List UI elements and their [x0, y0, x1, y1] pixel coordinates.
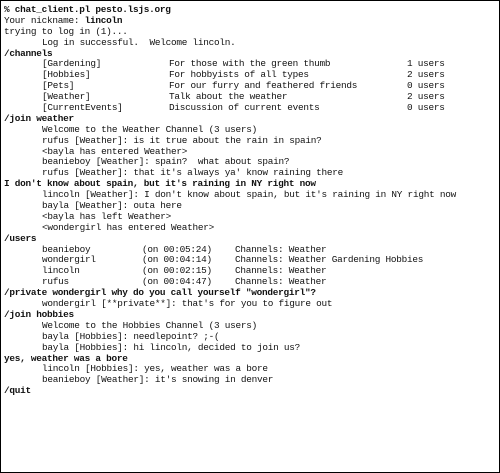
user-online-time: (on 00:05:24): [142, 243, 212, 255]
quit-command: /quit: [4, 385, 31, 397]
user-online-time: (on 00:04:14): [142, 254, 212, 266]
user-input-line: I don't know about spain, but it's raining in NY right now: [4, 178, 316, 190]
user-input-line: yes, weather was a bore: [4, 352, 128, 364]
channel-row: [4, 103, 499, 114]
channel-name: [Weather]: [42, 91, 91, 103]
login-success: Log in successful. Welcome lincoln.: [42, 36, 236, 48]
channel-description: Discussion of current events: [169, 102, 320, 114]
chat-message: bayla [Weather]: outa here: [42, 200, 182, 212]
chat-message: rufus [Weather]: that it's always ya' know raining there: [42, 167, 344, 179]
user-row: [4, 277, 499, 288]
chat-message: bayla [Hobbies]: needlepoint? ;-(: [42, 330, 220, 342]
channel-description: For those with the green thumb: [169, 58, 331, 70]
chat-message: Welcome to the Hobbies Channel (3 users): [42, 319, 258, 331]
join-weather-command: /join weather: [4, 112, 74, 124]
user-name: beanieboy: [42, 243, 91, 255]
channel-name: [Hobbies]: [42, 69, 91, 81]
user-channels: Channels: Weather Gardening Hobbies: [235, 254, 424, 266]
chat-message: <bayla has entered Weather>: [42, 145, 188, 157]
chat-message: beanieboy [Weather]: it's snowing in denver: [42, 374, 274, 386]
channel-description: For hobbyists of all types: [169, 69, 309, 81]
channel-user-count: 1 users: [407, 58, 445, 70]
nickname-prompt: Your nickname:: [4, 14, 85, 26]
channel-name: [Pets]: [42, 80, 75, 92]
nickname-input: lincoln: [84, 14, 123, 26]
chat-message: <bayla has left Weather>: [42, 210, 172, 222]
channel-name: [Gardening]: [42, 58, 102, 70]
shell-command: % chat_client.pl pesto.lsjs.org: [4, 4, 171, 15]
user-name: lincoln: [42, 265, 80, 277]
channel-description: For our furry and feathered friends: [169, 80, 358, 92]
users-command: /users: [4, 232, 37, 244]
login-attempt: trying to log in (1)...: [4, 25, 128, 37]
channel-description: Talk about the weather: [169, 91, 288, 103]
channels-command: /channels: [4, 47, 53, 59]
chat-message: lincoln [Hobbies]: yes, weather was a bore: [42, 363, 268, 375]
private-command: /private wondergirl why do you call yourself "wondergirl"?: [4, 287, 316, 299]
chat-message: bayla [Hobbies]: hi lincoln, decided to join us?: [42, 341, 301, 353]
chat-message: beanieboy [Weather]: spain? what about spain?: [42, 156, 290, 168]
user-name: rufus: [42, 276, 69, 288]
channel-user-count: 2 users: [407, 69, 445, 81]
channel-user-count: 0 users: [407, 80, 445, 92]
chat-message: rufus [Weather]: is it true about the rain in spain?: [42, 134, 322, 146]
channel-user-count: 0 users: [407, 102, 445, 114]
chat-message: Welcome to the Weather Channel (3 users): [42, 123, 258, 135]
user-channels: Channels: Weather: [235, 276, 327, 288]
user-name: wondergirl: [42, 254, 96, 266]
user-channels: Channels: Weather: [235, 265, 327, 277]
user-channels: Channels: Weather: [235, 243, 327, 255]
channel-name: [CurrentEvents]: [42, 102, 123, 114]
channel-user-count: 2 users: [407, 91, 445, 103]
user-online-time: (on 00:04:47): [142, 276, 212, 288]
user-online-time: (on 00:02:15): [142, 265, 212, 277]
chat-message: wondergirl [**private**]: that's for you to figure out: [42, 298, 333, 310]
chat-message: <wondergirl has entered Weather>: [42, 221, 215, 233]
chat-message: lincoln [Weather]: I don't know about spain, but it's raining in NY right now: [42, 189, 456, 201]
join-hobbies-command: /join hobbies: [4, 308, 74, 320]
